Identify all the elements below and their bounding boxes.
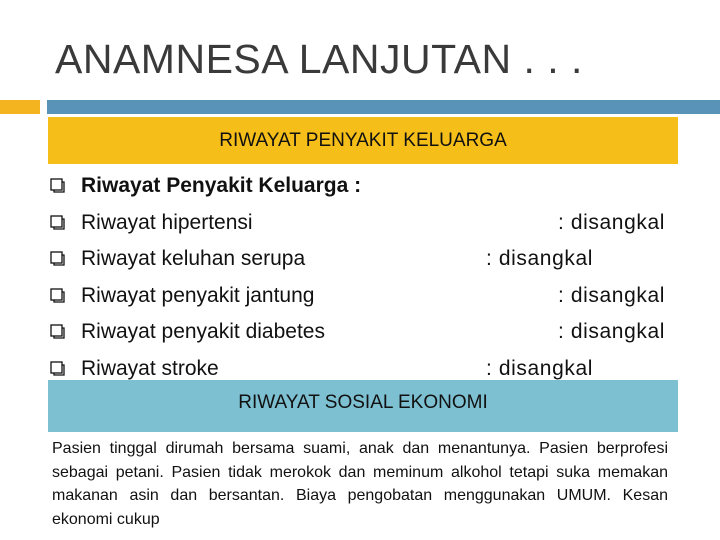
list-item-label: Riwayat penyakit jantung <box>81 283 315 307</box>
orange-accent-bar <box>0 100 40 114</box>
hollow-square-bullet-icon <box>50 324 65 339</box>
list-item-label: Riwayat penyakit diabetes <box>81 320 325 343</box>
list-item <box>50 209 690 246</box>
hollow-square-bullet-icon <box>50 288 65 303</box>
blue-accent-bar <box>47 100 720 114</box>
section-heading-family-history: RIWAYAT PENYAKIT KELUARGA <box>48 117 678 164</box>
socioeconomic-paragraph: Pasien tinggal dirumah bersama suami, anak dan menantunya. Pasien berprofesi sebagai petani. Pasien tidak merokok dan meminum alkohol tetapi suka memakan makanan asin dan bersantan. Biaya pengobatan menggunakan UMUM. Kesan ekonomi cukup <box>52 440 668 528</box>
hollow-square-bullet-icon <box>50 215 65 230</box>
list-item-value: : disangkal <box>486 247 593 270</box>
list-item <box>50 172 690 209</box>
hollow-square-bullet-icon <box>50 251 65 266</box>
list-item-value: : disangkal <box>486 356 593 380</box>
list-item-value: : disangkal <box>558 320 665 343</box>
section-heading-socioeconomic-history: RIWAYAT SOSIAL EKONOMI <box>48 380 678 432</box>
list-item-label: Riwayat Penyakit Keluarga : <box>81 174 362 197</box>
list-item <box>50 245 690 282</box>
hollow-square-bullet-icon <box>50 361 65 376</box>
list-item <box>50 282 690 319</box>
list-item-value: : disangkal <box>558 210 665 234</box>
slide-title: ANAMNESA LANJUTAN . . . <box>55 36 583 82</box>
hollow-square-bullet-icon <box>50 178 65 193</box>
list-item-label: Riwayat stroke <box>81 356 219 380</box>
list-item-value: : disangkal <box>558 283 665 307</box>
list-item <box>50 318 690 355</box>
list-item-label: Riwayat hipertensi <box>81 210 253 234</box>
family-history-list <box>50 172 690 391</box>
list-item-label: Riwayat keluhan serupa <box>81 247 306 270</box>
